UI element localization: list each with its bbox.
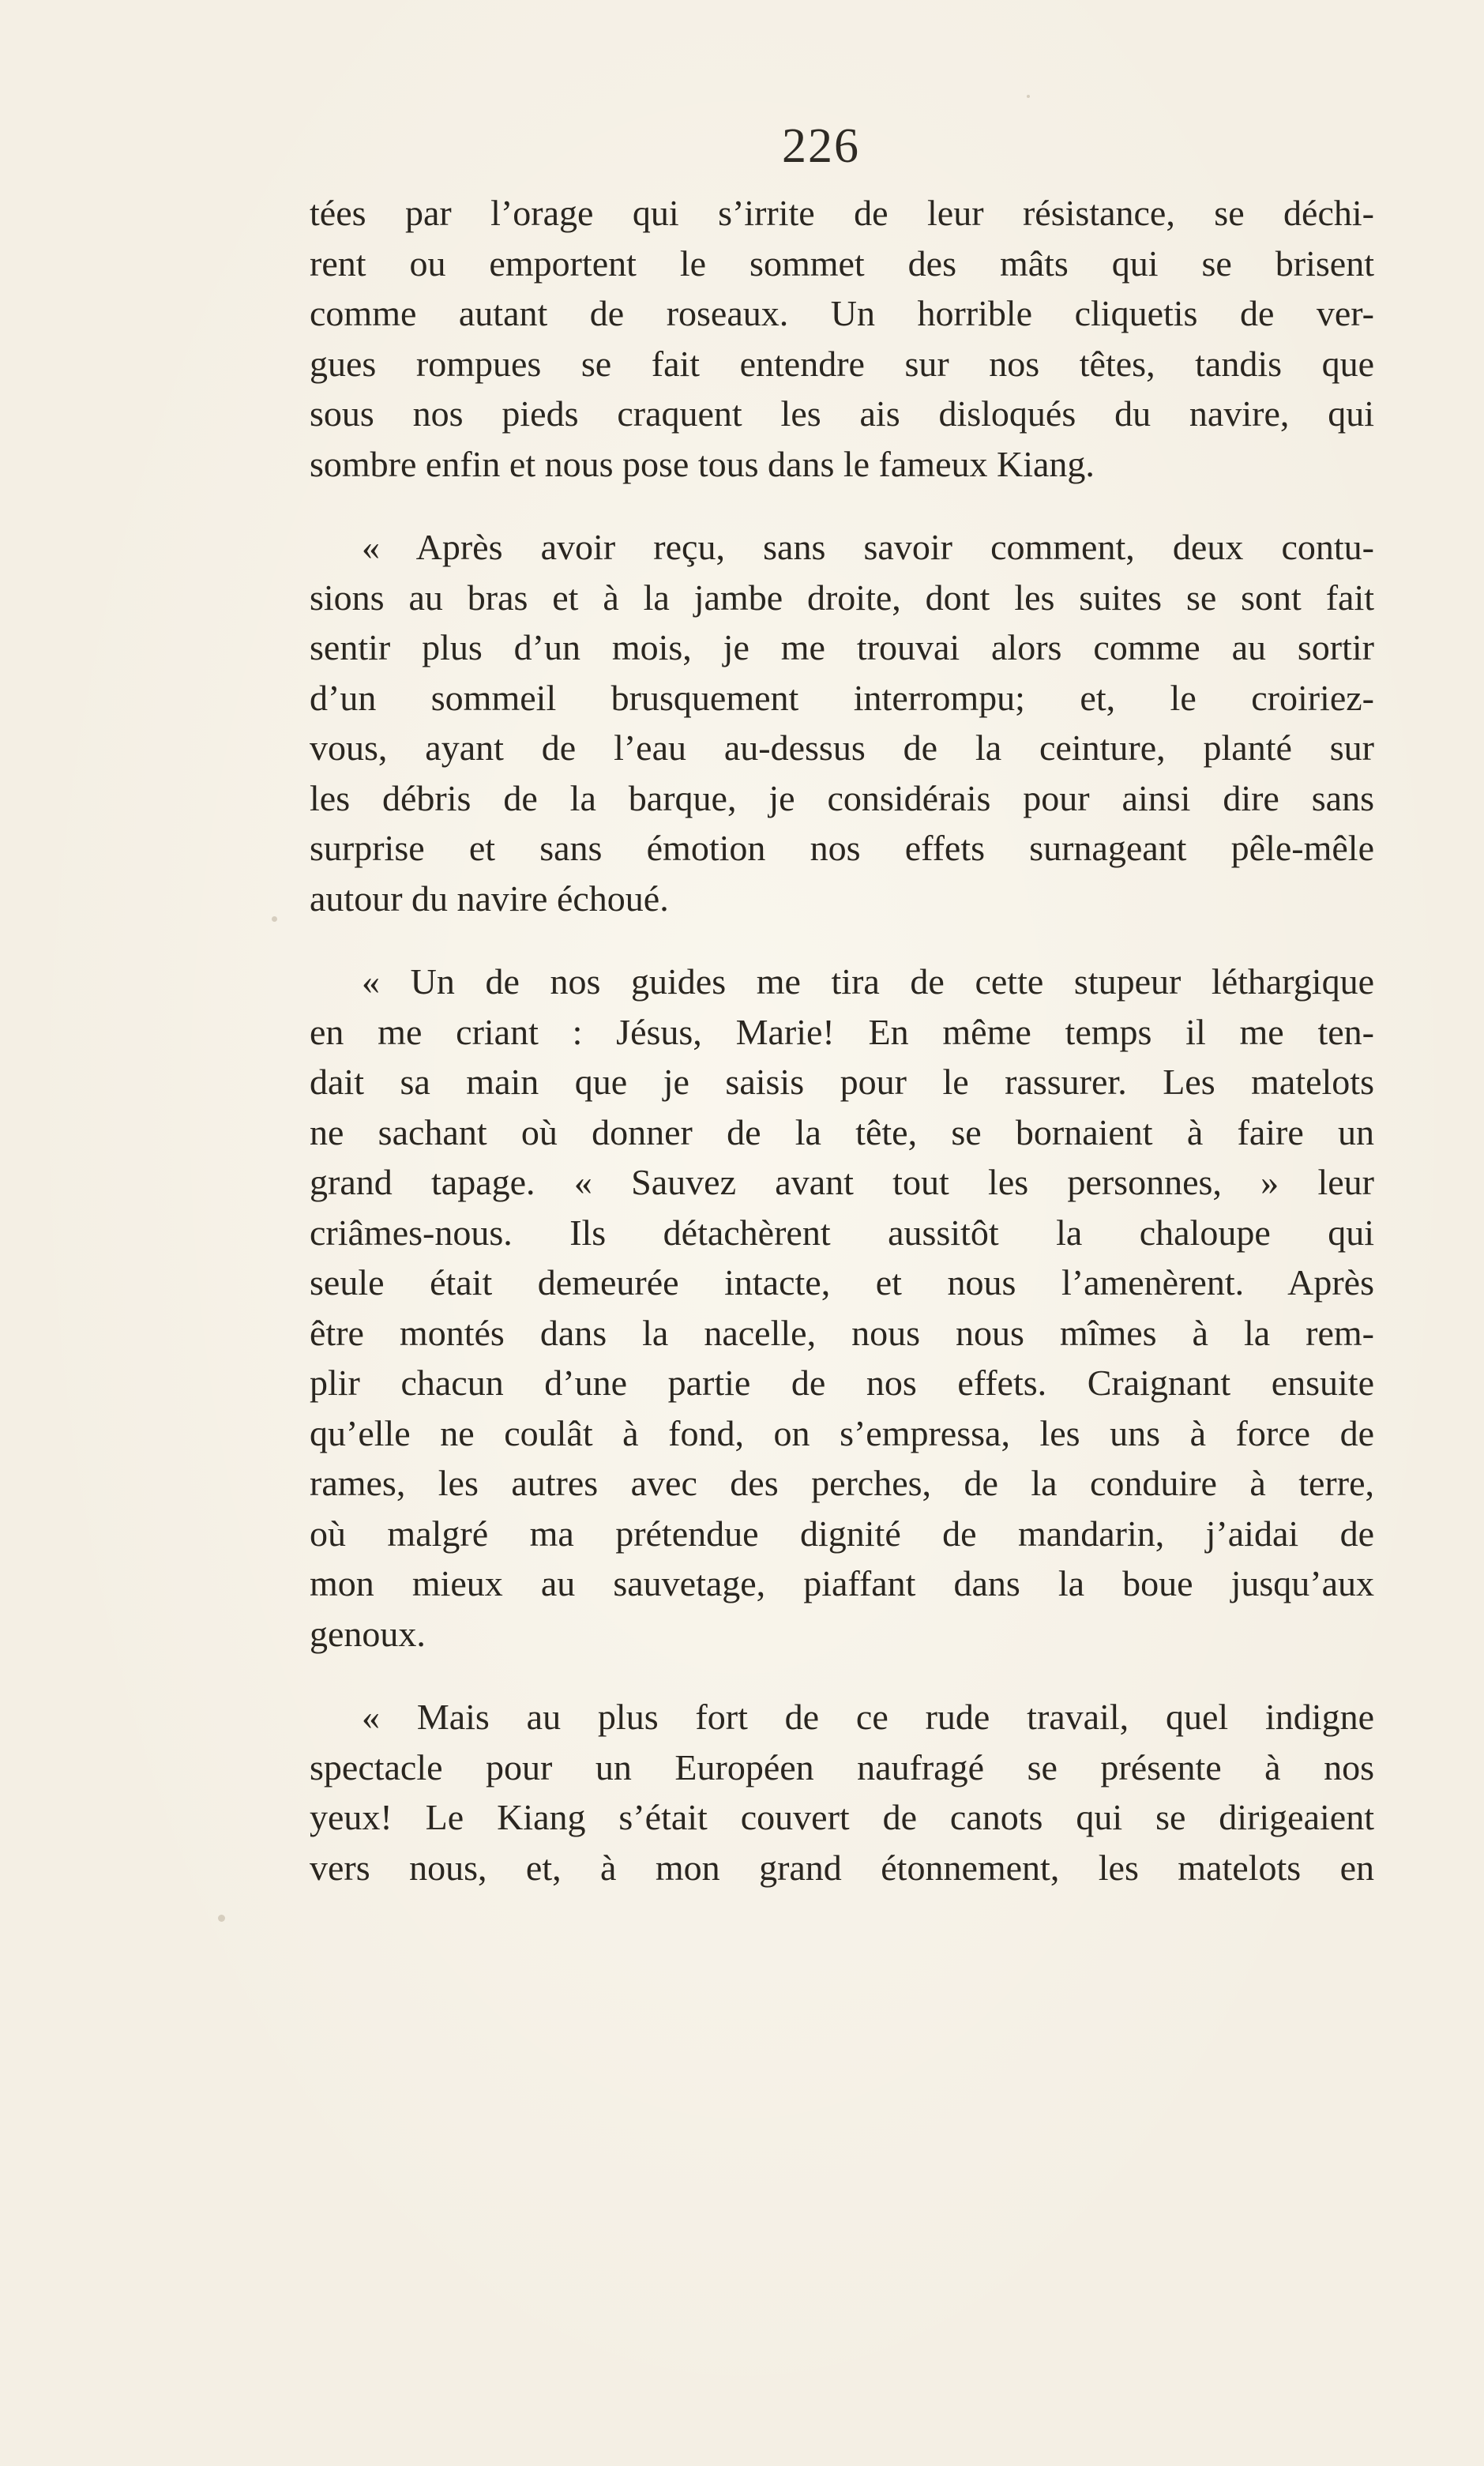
text-line: criâmes-nous. Ils détachèrent aussitôt la chaloupe qui (310, 1212, 1374, 1253)
text-line: mon mieux au sauvetage, piaffant dans la boue jusqu’aux (310, 1563, 1374, 1603)
text-line: genoux. (310, 1613, 426, 1654)
text-line: sous nos pieds craquent les ais disloqués du navire, qui (310, 393, 1374, 434)
text-line: gues rompues se fait entendre sur nos têtes, tandis que (310, 343, 1374, 384)
paragraph-1 (310, 188, 1374, 489)
text-line: vous, ayant de l’eau au-dessus de la ceinture, planté sur (310, 727, 1374, 768)
paragraph-4 (310, 1692, 1374, 1893)
paper-speck (1027, 95, 1030, 98)
paper-speck (272, 916, 277, 922)
text-line: être montés dans la nacelle, nous nous mîmes à la rem- (310, 1312, 1374, 1353)
text-line: les débris de la barque, je considérais pour ainsi dire sans (310, 777, 1374, 818)
body-text (310, 188, 1374, 1893)
text-line: yeux! Le Kiang s’était couvert de canots qui se dirigeaient (310, 1797, 1374, 1837)
text-line: où malgré ma prétendue dignité de mandarin, j’aidai de (310, 1513, 1374, 1554)
text-line: rames, les autres avec des perches, de la conduire à terre, (310, 1463, 1374, 1503)
text-line: plir chacun d’une partie de nos effets. Craignant ensuite (310, 1363, 1374, 1403)
page-number: 226 (782, 119, 860, 173)
paragraph-2 (310, 522, 1374, 923)
text-line: comme autant de roseaux. Un horrible cliquetis de ver- (310, 293, 1374, 333)
text-line: surprise et sans émotion nos effets surnageant pêle-mêle (310, 828, 1374, 868)
text-line: sentir plus d’un mois, je me trouvai alors comme au sortir (310, 627, 1374, 667)
text-line: sions au bras et à la jambe droite, dont les suites se sont fait (310, 577, 1374, 618)
text-line: dait sa main que je saisis pour le rassurer. Les matelots (310, 1062, 1374, 1102)
text-line: « Mais au plus fort de ce rude travail, quel indigne (362, 1697, 1374, 1737)
text-line: « Un de nos guides me tira de cette stupeur léthargique (362, 961, 1374, 1002)
text-line: en me criant : Jésus, Marie! En même temps il me ten- (310, 1011, 1374, 1052)
text-line: qu’elle ne coulât à fond, on s’empressa, les uns à force de (310, 1412, 1374, 1453)
text-line: d’un sommeil brusquement interrompu; et, le croiriez- (310, 677, 1374, 718)
text-line: spectacle pour un Européen naufragé se présente à nos (310, 1746, 1374, 1787)
text-line: sombre enfin et nous pose tous dans le fameux Kiang. (310, 443, 1095, 484)
text-line: ne sachant où donner de la tête, se bornaient à faire un (310, 1111, 1374, 1152)
text-line: seule était demeurée intacte, et nous l’amenèrent. Après (310, 1262, 1374, 1303)
text-line: « Après avoir reçu, sans savoir comment, deux contu- (362, 527, 1374, 567)
text-line: grand tapage. « Sauvez avant tout les personnes, » leur (310, 1162, 1374, 1202)
text-line: autour du navire échoué. (310, 878, 669, 919)
paragraph-3 (310, 957, 1374, 1659)
text-line: tées par l’orage qui s’irrite de leur résistance, se déchi- (310, 193, 1374, 233)
paper-speck (218, 1915, 225, 1922)
text-line: vers nous, et, à mon grand étonnement, les matelots en (310, 1847, 1374, 1888)
text-line: rent ou emportent le sommet des mâts qui se brisent (310, 242, 1374, 284)
